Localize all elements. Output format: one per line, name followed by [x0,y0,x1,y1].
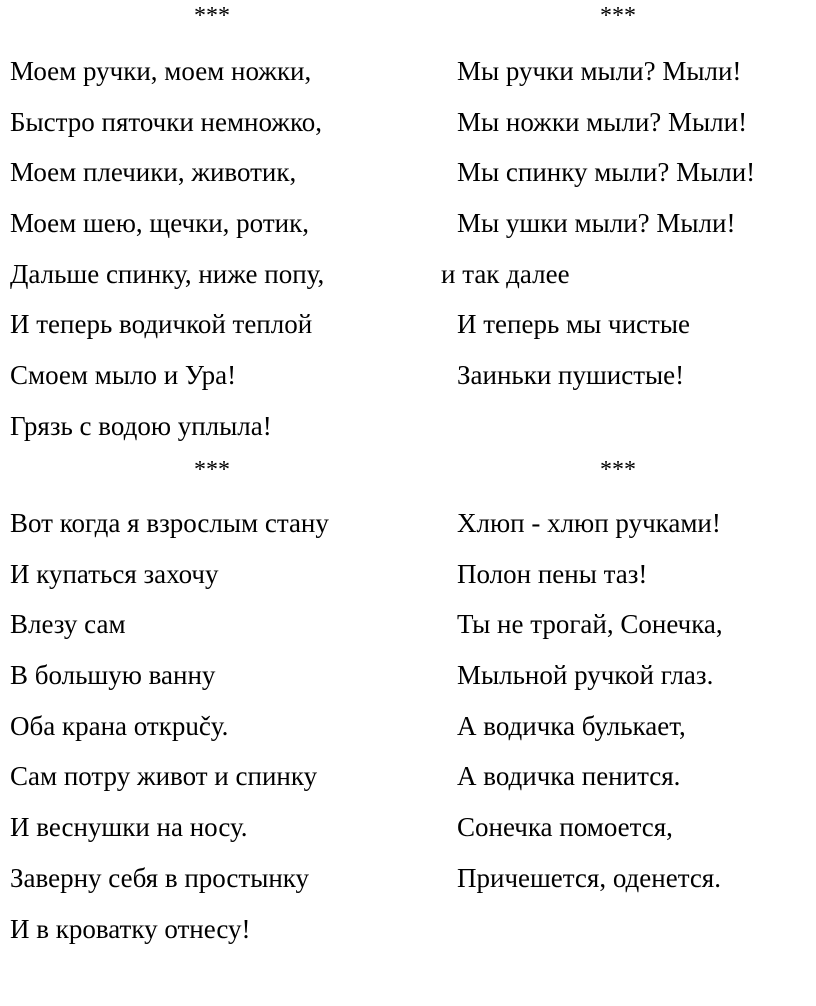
poem-line: Заиньки пушистые! [457,360,685,391]
separator-top-left: *** [194,3,230,29]
poem-line: Моем плечики, животик, [10,157,297,188]
poem-line: Быстро пяточки немножко, [10,106,322,137]
poem-bottom-right [457,508,723,914]
poem-line: Мы ножки мыли? Мыли! [457,106,748,137]
poem-top-left [10,56,324,462]
poem-line: И купаться захочу [10,558,219,589]
poem-line: Оба крана открučу. [10,710,229,741]
poem-line: Моем шею, щечки, ротик, [10,208,309,239]
separator-middle-left: *** [194,457,230,483]
poem-line: Полон пены таз! [457,558,648,589]
separator-middle-right: *** [600,457,636,483]
poem-line: И теперь мы чистые [457,309,690,340]
poem-top-right [441,56,756,411]
poem-line: Вот когда я взрослым стану [10,508,329,538]
poem-line: Причешется, оденется. [457,862,721,893]
poem-line: В большую ванну [10,660,216,691]
poem-line: И в кроватку отнесу! [10,913,251,944]
poem-line: А водичка пенится. [457,761,681,792]
poem-line: Дальше спинку, ниже попу, [10,258,325,289]
poem-line: Ты не трогай, Сонечка, [457,609,723,640]
poem-bottom-left [10,508,329,964]
poem-line: Хлюп - хлюп ручками! [457,508,721,538]
separator-top-right: *** [600,3,636,29]
poem-line: Влезу сам [10,609,126,640]
poem-line: Мы ушки мыли? Мыли! [457,208,736,239]
poem-line: и так далее [441,258,570,289]
poem-line: Мы спинку мыли? Мыли! [457,157,756,188]
poem-line: Мы ручки мыли? Мыли! [457,56,742,86]
poem-line: И веснушки на носу. [10,812,248,843]
poem-line: Мыльной ручкой глаз. [457,660,714,691]
poem-line: Сам потру живот и спинку [10,761,318,792]
poem-line: Смоем мыло и Ура! [10,360,237,391]
poem-line: А водичка булькает, [457,710,686,741]
poem-line: Заверну себя в простынку [10,862,310,893]
poem-line: Грязь с водою уплыла! [10,410,272,441]
poem-line: Моем ручки, моем ножки, [10,56,312,86]
poem-line: И теперь водичкой теплой [10,309,313,340]
poem-line: Сонечка помоется, [457,812,673,843]
